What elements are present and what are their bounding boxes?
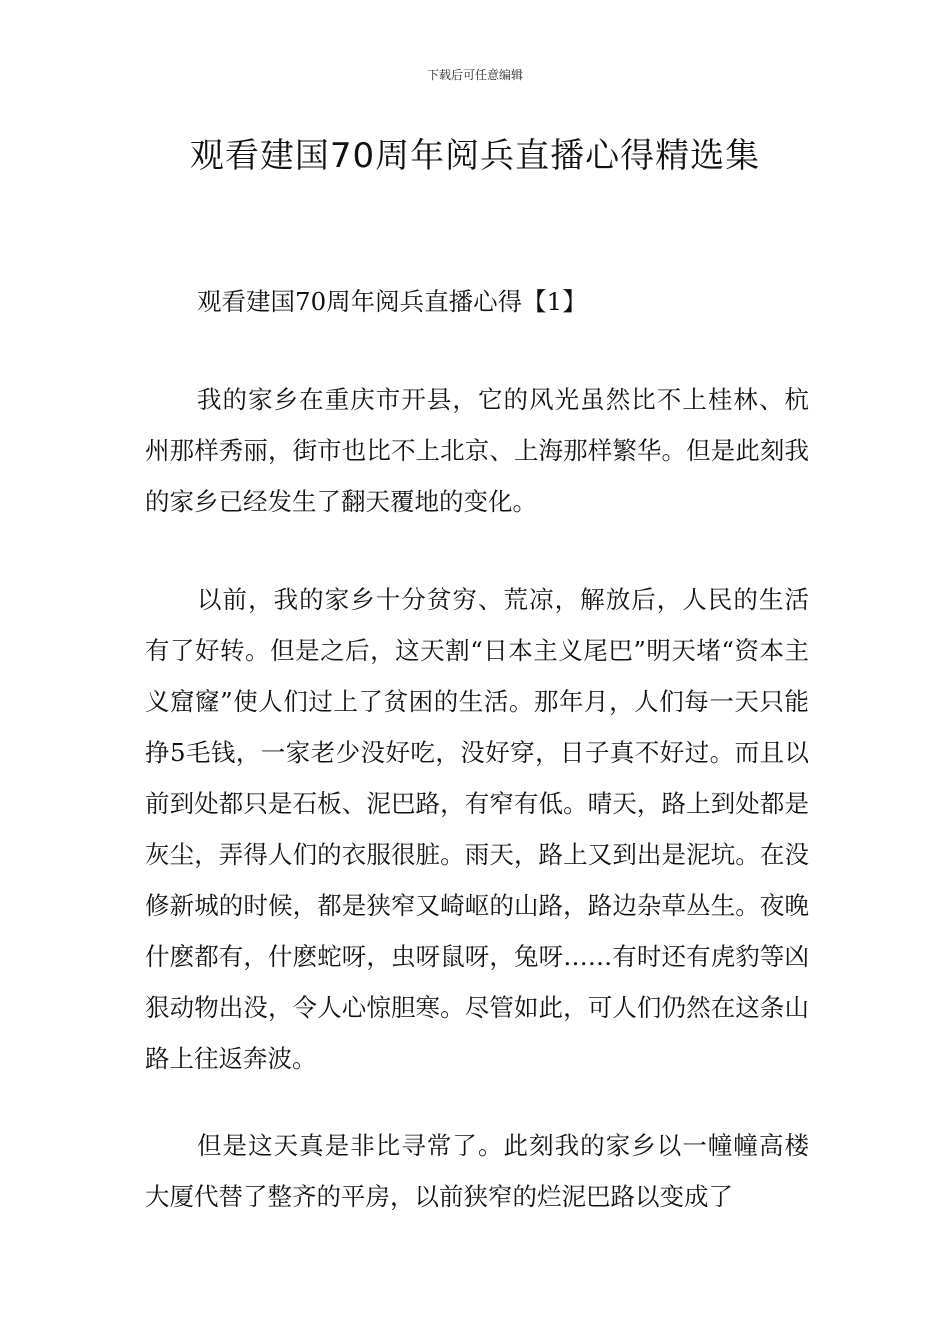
paragraph: 以前，我的家乡十分贫穷、荒凉，解放后，人民的生活有了好转。但是之后，这天割“日本主义尾巴”明天堵“资本主义窟窿”使人们过上了贫困的生活。那年月，人们每一天只能挣5毛钱，一家老少没好吃，没好穿，日子真不好过。而且以前到处都只是石板、泥巴路，有窄有低。晴天，路上到处都是灰尘，弄得人们的衣服很脏。雨天，路上又到出是泥坑。在没修新城的时候，都是狭窄又崎岖的山路，路边杂草丛生。夜晚什麽都有，什麽蛇呀，虫呀鼠呀，兔呀……有时还有虎豹等凶狠动物出没，令人心惊胆寒。尽管如此，可人们仍然在这条山路上往返奔波。 bbox=[145, 585, 809, 1073]
document-title: 观看建国70周年阅兵直播心得精选集 bbox=[189, 136, 761, 176]
paragraph-3-container bbox=[145, 1120, 809, 1222]
header-note: 下载后可任意编辑 bbox=[426, 68, 523, 82]
paragraph: 但是这天真是非比寻常了。此刻我的家乡以一幢幢高楼大厦代替了整齐的平房，以前狭窄的烂泥巴路以变成了 bbox=[145, 1131, 809, 1211]
paragraph: 我的家乡在重庆市开县，它的风光虽然比不上桂林、杭州那样秀丽，街市也比不上北京、上海那样繁华。但是此刻我的家乡已经发生了翻天覆地的变化。 bbox=[145, 385, 809, 516]
section-heading: 观看建国70周年阅兵直播心得【1】 bbox=[197, 287, 587, 316]
paragraph-1-container bbox=[145, 374, 809, 527]
paragraph-2-container bbox=[145, 574, 809, 1084]
